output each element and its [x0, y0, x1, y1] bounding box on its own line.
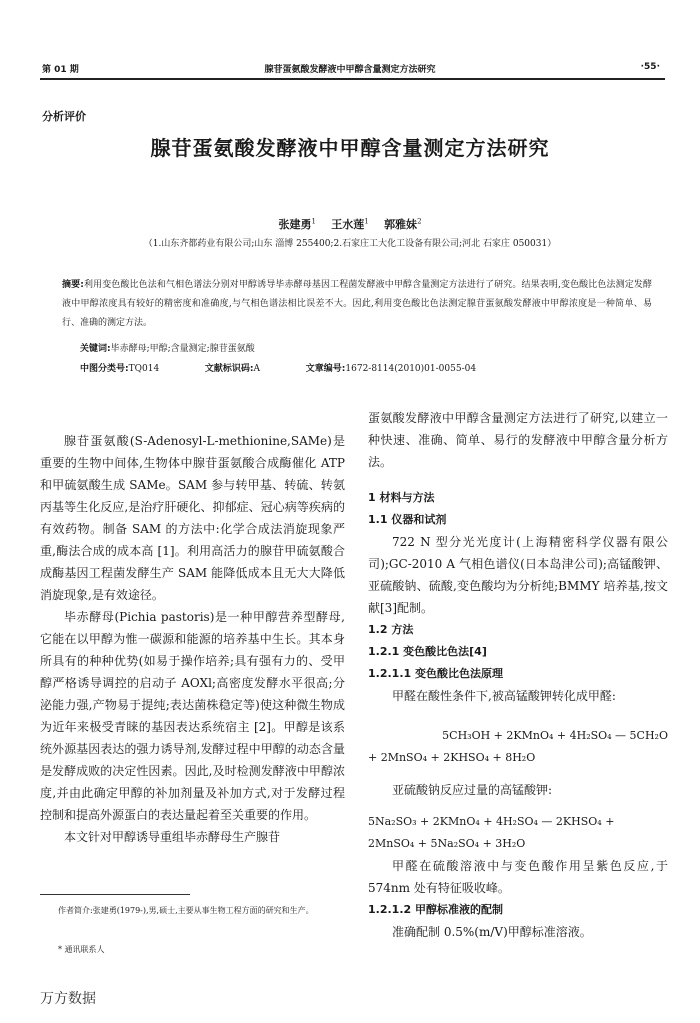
author-name: 郭雅妹 — [384, 218, 418, 231]
article-title: 腺苷蛋氨酸发酵液中甲醇含量测定方法研究 — [150, 136, 550, 160]
paragraph: 亚硫酸钠反应过量的高锰酸钾: — [392, 783, 553, 797]
section-heading: 1.1 仪器和试剂 — [368, 513, 447, 526]
footnote-author-intro: 作者简介:张建勇(1979-),男,硕士,主要从事生物工程方面的研究和生产。 — [58, 906, 314, 915]
header-rule — [40, 78, 665, 80]
footnote-rule — [40, 894, 190, 895]
section-heading: 1 材料与方法 — [368, 491, 435, 504]
author-list — [0, 216, 700, 232]
affiliation: （1.山东齐都药业有限公司;山东 淄博 255400;2.石家庄工大化工设备有限公司;河北 石家庄 050031） — [143, 239, 557, 249]
equation-line: 5CH₃OH + 2KMnO₄ + 4H₂SO₄ — 5CH₂O — [442, 729, 668, 742]
keywords-label: 关键词: — [80, 344, 111, 354]
keywords-text: 毕赤酵母;甲醇;含量测定;腺苷蛋氨酸 — [110, 344, 255, 354]
equation-line: 2MnSO₄ + 5Na₂SO₄ + 3H₂O — [368, 837, 526, 850]
doc-code-label: 文献标识码: — [204, 364, 254, 374]
section-heading: 1.2.1 变色酸比色法[4] — [368, 645, 487, 658]
right-column — [368, 407, 668, 943]
article-no-value: 1672-8114(2010)01-0055-04 — [345, 364, 477, 374]
equation-line: + 2MnSO₄ + 2KHSO₄ + 8H₂O — [368, 751, 536, 764]
doc-code-value: A — [253, 364, 261, 374]
section-heading: 1.2.1.1 变色酸比色法原理 — [368, 667, 503, 680]
clc-value: TQ014 — [128, 364, 160, 374]
author-sup: 1 — [311, 217, 316, 226]
author-sup: 2 — [417, 217, 422, 226]
paragraph: 722 N 型分光光度计(上海精密科学仪器有限公司);GC-2010 A 气相色谱仪(日本岛津公司);高锰酸钾、亚硫酸钠、硫酸,变色酸均为分析纯;BMMY 培养基,按文献[3]配制。 — [368, 535, 668, 615]
section-tag: 分析评价 — [42, 110, 86, 123]
paragraph: 蛋氨酸发酵液中甲醇含量测定方法进行了研究,以建立一种快速、准确、简单、易行的发酵液中甲醇含量分析方法。 — [368, 411, 668, 469]
abstract-text: 利用变色酸比色法和气相色谱法分别对甲醇诱导毕赤酵母基因工程菌发酵液中甲醇含量测定方法进行了研究。结果表明,变色酸比色法测定发酵液中甲醇浓度具有较好的精密度和准确度,与气相色谱法相比误差不大。因此,利用变色酸比色法测定腺苷蛋氨酸发酵液中甲醇浓度是一种简单、易行、准确的测定方法。 — [62, 280, 652, 328]
abstract — [62, 276, 652, 333]
keywords-line — [80, 341, 255, 354]
equation-line: 5Na₂SO₃ + 2KMnO₄ + 4H₂SO₄ — 2KHSO₄ + — [368, 815, 615, 828]
paragraph: 腺苷蛋氨酸(S-Adenosyl-L-methionine,SAMe)是重要的生物中间体,生物体中腺苷蛋氨酸合成酶催化 ATP 和甲硫氨酸生成 SAMe。SAM 参与转甲基、转硫、转氨丙基等生化反应,是治疗肝硬化、抑郁症、冠心病等疾病的有效药物。制备 SAM 的方法中:化学合成法消旋现象严重,酶法合成的成本高 [1]。利用高活力的腺苷甲硫氨酸合成酶基因工程菌发酵生产 SAM 能降低成本且无大大降低消旋现象,是有效途径。 — [40, 434, 345, 602]
section-heading: 1.2.1.2 甲醇标准液的配制 — [368, 903, 503, 916]
author-sup: 1 — [364, 217, 369, 226]
paragraph: 本文针对甲醇诱导重组毕赤酵母生产腺苷 — [64, 830, 281, 844]
paragraph: 甲醛在酸性条件下,被高锰酸钾转化成甲醛: — [392, 689, 616, 703]
left-column — [40, 430, 345, 848]
header-issue: 第 01 期 — [42, 65, 79, 75]
section-heading: 1.2 方法 — [368, 623, 414, 636]
article-no-label: 文章编号: — [305, 364, 346, 374]
classification-line — [80, 361, 476, 374]
paragraph: 甲醛在硫酸溶液中与变色酸作用呈紫色反应,于 574nm 处有特征吸收峰。 — [368, 859, 668, 895]
footnote-corresponding: * 通讯联系人 — [58, 945, 105, 954]
header-running-title: 腺苷蛋氨酸发酵液中甲醇含量测定方法研究 — [264, 65, 436, 75]
paragraph: 准确配制 0.5%(m/V)甲醇标准溶液。 — [392, 925, 592, 939]
clc-label: 中图分类号: — [80, 364, 129, 374]
author-name: 张建勇 — [278, 218, 312, 231]
watermark-text: 万方数据 — [40, 991, 96, 1007]
abstract-label: 摘要: — [62, 280, 84, 290]
author-name: 王水莲 — [331, 218, 365, 231]
paragraph: 毕赤酵母(Pichia pastoris)是一种甲醇营养型酵母,它能在以甲醇为惟一碳源和能源的培养基中生长。其本身所具有的种种优势(如易于操作培养;具有强有力的、受甲醇严格诱导调控的启动子 AOXl;高密度发酵水平很高;分泌能力强,产物易于提纯;表达菌株稳定等)使这种微生物成为近年来极受青睐的基因表达系统宿主 [2]。甲醇是该系统外源基因表达的强力诱导剂,发酵过程中甲醇的动态含量是发酵成败的决定性因素。因此,及时检测发酵液中甲醇浓度,并由此确定甲醇的补加剂量及补加方式,对于发酵过程控制和提高外源蛋白的表达量起着至关重要的作用。 — [40, 610, 345, 822]
header-page-number: ·55· — [640, 62, 660, 72]
